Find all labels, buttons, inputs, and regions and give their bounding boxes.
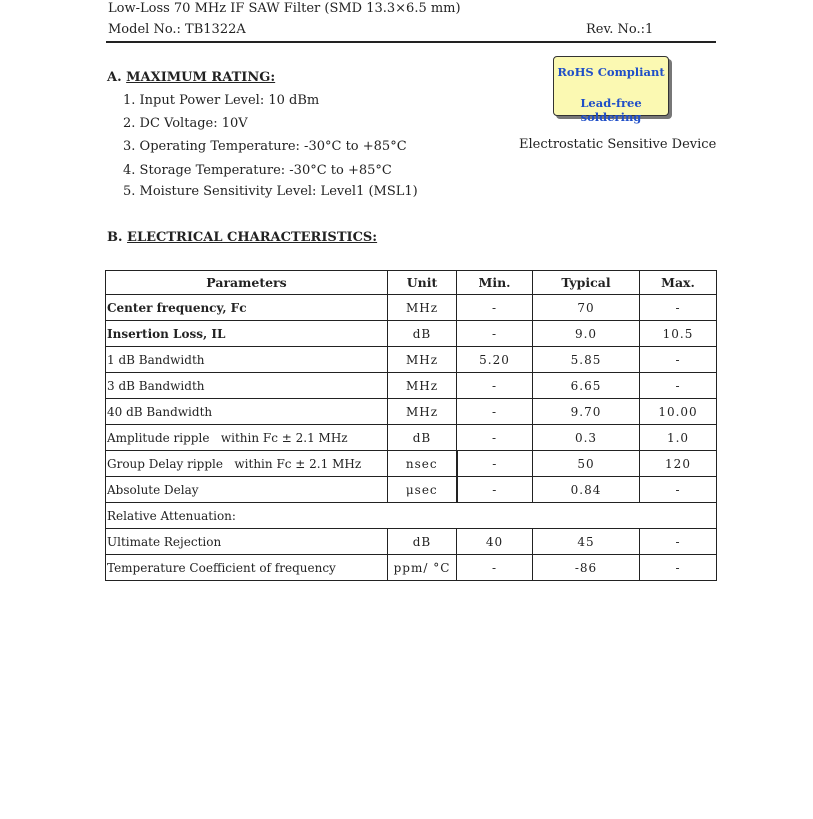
rohs-badge-line1: RoHS Compliant	[557, 65, 665, 79]
section-a-title: MAXIMUM RATING:	[126, 70, 276, 85]
cell-max: -	[640, 555, 717, 581]
cell-unit: ppm/ °C	[388, 555, 457, 581]
cell-unit: nsec	[388, 451, 457, 477]
cell-min: 40	[457, 529, 533, 555]
table-row	[106, 373, 717, 399]
header-max: Max.	[640, 271, 717, 295]
cell-parameter: Amplitude ripple within Fc ± 2.1 MHz	[106, 425, 388, 451]
section-a-prefix: A.	[107, 70, 127, 85]
rating-item: 3. Operating Temperature: -30°C to +85°C	[123, 139, 407, 154]
table-row	[106, 425, 717, 451]
cell-max: -	[640, 477, 717, 503]
rating-item: 5. Moisture Sensitivity Level: Level1 (MSL1)	[123, 184, 418, 199]
cell-typical: 9.0	[533, 321, 640, 347]
section-b-title: ELECTRICAL CHARACTERISTICS:	[127, 230, 378, 245]
cell-unit: μsec	[388, 477, 457, 503]
rohs-badge	[553, 56, 669, 124]
cell-min: -	[457, 321, 533, 347]
cell-group-label: Relative Attenuation:	[106, 503, 717, 529]
cell-parameter: Absolute Delay	[106, 477, 388, 503]
cell-unit: MHz	[388, 399, 457, 425]
rating-item: 4. Storage Temperature: -30°C to +85°C	[123, 163, 392, 178]
cell-parameter: Insertion Loss, IL	[106, 321, 388, 347]
revision-number: Rev. No.:1	[586, 22, 654, 37]
table-row	[106, 321, 717, 347]
cell-min: -	[457, 373, 533, 399]
header-unit: Unit	[388, 271, 457, 295]
cell-min: -	[457, 425, 533, 451]
section-a-heading	[107, 70, 275, 85]
document-title: Low-Loss 70 MHz IF SAW Filter (SMD 13.3×6.5 mm)	[108, 1, 461, 16]
table-row	[106, 503, 717, 529]
cell-max: -	[640, 373, 717, 399]
cell-unit: MHz	[388, 347, 457, 373]
cell-typical: 5.85	[533, 347, 640, 373]
table-row	[106, 529, 717, 555]
cell-min: -	[457, 451, 533, 477]
cell-unit: dB	[388, 425, 457, 451]
cell-parameter: 40 dB Bandwidth	[106, 399, 388, 425]
esd-note: Electrostatic Sensitive Device	[519, 137, 717, 152]
table-row	[106, 555, 717, 581]
table-header-row	[106, 271, 717, 295]
table-row	[106, 477, 717, 503]
table-row	[106, 399, 717, 425]
header-divider	[106, 41, 716, 43]
cell-max: -	[640, 529, 717, 555]
section-b-prefix: B.	[107, 230, 128, 245]
cell-typical: 70	[533, 295, 640, 321]
cell-max: -	[640, 347, 717, 373]
table-row	[106, 295, 717, 321]
cell-max: 10.00	[640, 399, 717, 425]
cell-unit: dB	[388, 321, 457, 347]
electrical-characteristics-table	[105, 270, 717, 581]
cell-typical: 45	[533, 529, 640, 555]
cell-typical: 50	[533, 451, 640, 477]
cell-parameter: Temperature Coefficient of frequency	[106, 555, 388, 581]
cell-unit: MHz	[388, 295, 457, 321]
cell-parameter: Center frequency, Fc	[106, 295, 388, 321]
cell-parameter: 3 dB Bandwidth	[106, 373, 388, 399]
cell-min: -	[457, 477, 533, 503]
cell-parameter: 1 dB Bandwidth	[106, 347, 388, 373]
cell-min: -	[457, 399, 533, 425]
cell-typical: -86	[533, 555, 640, 581]
header-parameters: Parameters	[106, 271, 388, 295]
section-b-heading	[107, 230, 377, 245]
cell-parameter: Ultimate Rejection	[106, 529, 388, 555]
rating-item: 1. Input Power Level: 10 dBm	[123, 93, 320, 108]
cell-unit: dB	[388, 529, 457, 555]
header-min: Min.	[457, 271, 533, 295]
cell-parameter: Group Delay ripple within Fc ± 2.1 MHz	[106, 451, 388, 477]
cell-typical: 6.65	[533, 373, 640, 399]
cell-typical: 9.70	[533, 399, 640, 425]
table-row	[106, 451, 717, 477]
model-number: Model No.: TB1322A	[108, 22, 246, 37]
cell-max: 120	[640, 451, 717, 477]
cell-max: 10.5	[640, 321, 717, 347]
cell-max: 1.0	[640, 425, 717, 451]
cell-max: -	[640, 295, 717, 321]
cell-typical: 0.3	[533, 425, 640, 451]
cell-min: -	[457, 555, 533, 581]
rohs-badge-line2: Lead-free soldering	[580, 96, 642, 124]
cell-typical: 0.84	[533, 477, 640, 503]
table-row	[106, 347, 717, 373]
cell-min: 5.20	[457, 347, 533, 373]
rating-item: 2. DC Voltage: 10V	[123, 116, 248, 131]
header-typical: Typical	[533, 271, 640, 295]
cell-min: -	[457, 295, 533, 321]
cell-unit: MHz	[388, 373, 457, 399]
